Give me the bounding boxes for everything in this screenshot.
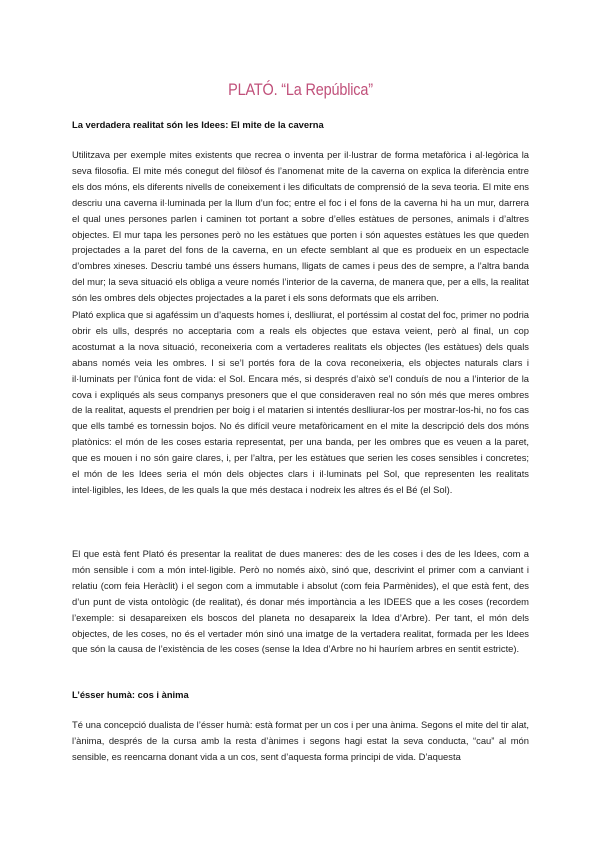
document-title: PLATÓ. “La República” bbox=[228, 80, 373, 99]
paragraph-concepcio-dualista: Té una concepció dualista de l’ésser humà: està format per un cos i per una ànima. Segons el mite del tir alat, l’ànima, després de la cursa amb la resta d’ànimes i segons hagi estat la seva conducta, “cau” al món sensible, es reencarna donant vida a un cos, sent d’aquesta forma principi de vida. D’aquesta bbox=[72, 719, 529, 762]
section-heading-esser-huma: L’ésser humà: cos i ànima bbox=[72, 689, 189, 700]
paragraph-home-deslliurat: Plató explica que si agaféssim un d’aquests homes i, deslliurat, el portéssim al costat del foc, primer no podria obrir els ulls, després no acceptaria com a reals els objectes que estava veient, però al final, un cop acostumat a la nova situació, reconeixeria com a vertaderes realitats els objectes (les estàtues) dels quals abans només veia les ombres. I si se’l portés fora de la cova reconeixeria, els objectes naturals clars i il·luminats per l’única font de vida: el Sol. Encara més, si després d’això se’l conduís de nou a l’interior de la cova i expliqués als seus companys presoners que el que consideraven real no són més que meres ombres de la realitat, aquests el prendrien per boig i el matarien si intentés deslliurar-los per mostrar-los-hi, no fos cas que ells també es tornessin bojos. No és difícil veure metafòricament en el mite la descripció dels dos móns platònics: el món de les coses estaria representat, per una banda, per les ombres que es veuen a la paret, que es mouen i no són gaire clares, i, per l’altra, per les estàtues que serien les coses sensibles i concretes; el món de les Idees seria el món dels objectes clars i il·luminats pel Sol, que representen les realitats intel·ligibles, les Idees, de les quals la que més destaca i nodreix les altres és el Bé (el Sol). bbox=[72, 309, 529, 495]
section-heading-caverna: La verdadera realitat són les Idees: El mite de la caverna bbox=[72, 119, 324, 130]
paragraph-realitat-dues-maneres: El que està fent Plató és presentar la realitat de dues maneres: des de les coses i des de les Idees, com a món sensible i com a món intel·ligible. Però no només això, sinó que, descrivint el primer com a canviant i relatiu (com feia Heràclit) i el segon com a immutable i absolut (com feia Parmènides), el que està fent, des d’un punt de vista ontològic (de realitat), és donar més importància a les IDEES que a les coses (recordem l’exemple: si desapareixen els boscos del planeta no desapareix la Idea d’Arbre). Per tant, el món dels objectes, de les coses, no és el vertader món sinó una imatge de la vertadera realitat, formada per les Idees que són la causa de l’existència de les coses (sense la Idea d’Arbre no hi hauríem arbres en sentit estricte). bbox=[72, 548, 529, 655]
paragraph-mite-caverna: Utilitzava per exemple mites existents que recrea o inventa per il·lustrar de forma metafòrica i al·legòrica la seva filosofia. El mite més conegut del filòsof és l’anomenat mite de la caverna on explica la diferència entre els dos móns, els diferents nivells de coneixement i les dificultats de comprensió de la seva teoria. El mite ens descriu una caverna il·luminada per la llum d’un foc; entre el foc i el fons de la caverna hi ha un mur, darrera el qual unes persones parlen i caminen tot portant a sobre d’elles estàtues de persones, animals i d’altres objectes. El mur tapa les persones però no les estàtues que porten i són aquestes estàtues les que queden projectades a la paret del fons de la caverna, en un efecte semblant al que es produeix en un espectacle d’ombres xineses. Descriu també uns éssers humans, lligats de cames i peus des de sempre, a l’altra banda del mur; la seva situació els obliga a veure només l’interior de la caverna, de manera que, per a ells, la realitat són les ombres dels objectes projectades a la paret i els sons deformats que els arriben. bbox=[72, 149, 529, 304]
